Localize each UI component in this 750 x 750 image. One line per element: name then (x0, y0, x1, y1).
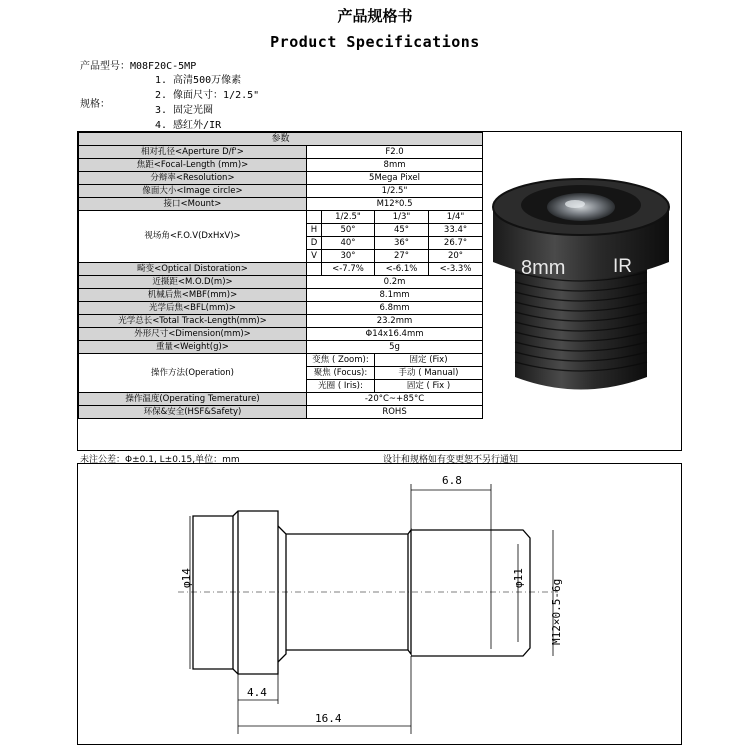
row-value: 6.8mm (307, 302, 483, 315)
table-row (79, 302, 483, 315)
row-label: 畸变<Optical Distoration> (79, 263, 307, 276)
row-value: 5Mega Pixel (307, 172, 483, 185)
row-value: -20°C~+85°C (307, 393, 483, 406)
operation-value: 固定 (Fix) (375, 354, 483, 367)
row-value: 23.2mm (307, 315, 483, 328)
drawing-svg (78, 464, 681, 744)
operation-value: 固定 ( Fix ) (375, 380, 483, 393)
dim-flange: 4.4 (247, 686, 267, 699)
fov-value: 27° (375, 250, 429, 263)
fov-value: 36° (375, 237, 429, 250)
row-label: 机械后焦<MBF(mm)> (79, 289, 307, 302)
row-label: 光学总长<Total Track-Length(mm)> (79, 315, 307, 328)
row-value: 0.2m (307, 276, 483, 289)
model-label: 产品型号： (80, 61, 130, 72)
table-row (79, 198, 483, 211)
row-label: 像面大小<Image circle> (79, 185, 307, 198)
dim-length: 16.4 (315, 712, 342, 725)
distortion-value: <-6.1% (375, 263, 429, 276)
table-row (79, 159, 483, 172)
table-row (79, 276, 483, 289)
operation-name: 聚焦 (Focus): (307, 367, 375, 380)
table-row (79, 341, 483, 354)
distortion-value: <-3.3% (429, 263, 483, 276)
dim-back-dia: φ11 (512, 568, 525, 588)
distortion-row (79, 263, 483, 276)
disclaimer-note: 设计和规格如有变更恕不另行通知 (383, 455, 519, 465)
row-label: 重量<Weight(g)> (79, 341, 307, 354)
fov-value: 30° (322, 250, 375, 263)
row-value: F2.0 (307, 146, 483, 159)
row-label: 光学后焦<BFL(mm)> (79, 302, 307, 315)
fov-value: 50° (322, 224, 375, 237)
dim-bfl: 6.8 (442, 474, 462, 487)
table-row (79, 406, 483, 419)
table-row (79, 328, 483, 341)
feature-item: 2. 像面尺寸：1/2.5" (155, 90, 260, 101)
feature-item: 3. 固定光圈 (155, 105, 214, 116)
distortion-value: <-7.7% (322, 263, 375, 276)
fov-size: 1/4" (429, 211, 483, 224)
lens-marking-ir: IR (613, 256, 632, 277)
table-header: 参数 (79, 133, 483, 146)
row-label: 焦距<Focal-Length (mm)> (79, 159, 307, 172)
operation-name: 光圈 ( Iris): (307, 380, 375, 393)
feature-item: 4. 感红外/IR (155, 120, 222, 131)
lens-photo-svg (483, 132, 680, 450)
row-value: 1/2.5" (307, 185, 483, 198)
row-label: 相对孔径<Aperture D/f'> (79, 146, 307, 159)
operation-name: 变焦 ( Zoom): (307, 354, 375, 367)
fov-label: 视场角<F.O.V(DxHxV)> (79, 211, 307, 263)
table-row (79, 315, 483, 328)
table-row (79, 146, 483, 159)
dim-thread: M12×0.5-6g (550, 578, 563, 645)
row-value: Φ14x16.4mm (307, 328, 483, 341)
model-line (80, 57, 196, 72)
operation-row (79, 354, 483, 367)
row-label: 接口<Mount> (79, 198, 307, 211)
lens-photo (483, 132, 680, 450)
row-label: 近摄距<M.O.D(m)> (79, 276, 307, 289)
page-title-cn: 产品规格书 (337, 7, 413, 25)
feature-item: 1. 高清500万像素 (155, 75, 242, 86)
fov-axis: D (307, 237, 322, 250)
fov-value: 45° (375, 224, 429, 237)
page-title-en: Product Specifications (270, 33, 480, 51)
fov-size-row (79, 211, 483, 224)
row-label: 外形尺寸<Dimension(mm)> (79, 328, 307, 341)
row-value: M12*0.5 (307, 198, 483, 211)
operation-label: 操作方法(Operation) (79, 354, 307, 393)
table-row (79, 289, 483, 302)
row-value: ROHS (307, 406, 483, 419)
tolerance-note: 未注公差：Φ±0.1, L±0.15,单位：mm (80, 455, 240, 465)
fov-value: 40° (322, 237, 375, 250)
table-row (79, 393, 483, 406)
dim-body-dia: φ14 (180, 568, 193, 588)
row-label: 环保&安全(HSF&Safety) (79, 406, 307, 419)
row-label: 分辩率<Resolution> (79, 172, 307, 185)
fov-size: 1/3" (375, 211, 429, 224)
fov-axis: H (307, 224, 322, 237)
table-row (79, 185, 483, 198)
technical-drawing (77, 463, 682, 745)
fov-value: 33.4° (429, 224, 483, 237)
operation-value: 手动 ( Manual) (375, 367, 483, 380)
table-row (79, 172, 483, 185)
lens-marking-focal: 8mm (521, 257, 566, 279)
model-value: M08F20C-5MP (130, 61, 197, 72)
fov-size: 1/2.5" (322, 211, 375, 224)
row-value: 8mm (307, 159, 483, 172)
row-value: 5g (307, 341, 483, 354)
row-label: 操作温度(Operating Temerature) (79, 393, 307, 406)
row-value: 8.1mm (307, 289, 483, 302)
fov-value: 20° (429, 250, 483, 263)
features-label: 规格： (80, 99, 110, 110)
fov-value: 26.7° (429, 237, 483, 250)
features-list (155, 73, 259, 133)
spec-table (78, 132, 483, 419)
fov-axis: V (307, 250, 322, 263)
